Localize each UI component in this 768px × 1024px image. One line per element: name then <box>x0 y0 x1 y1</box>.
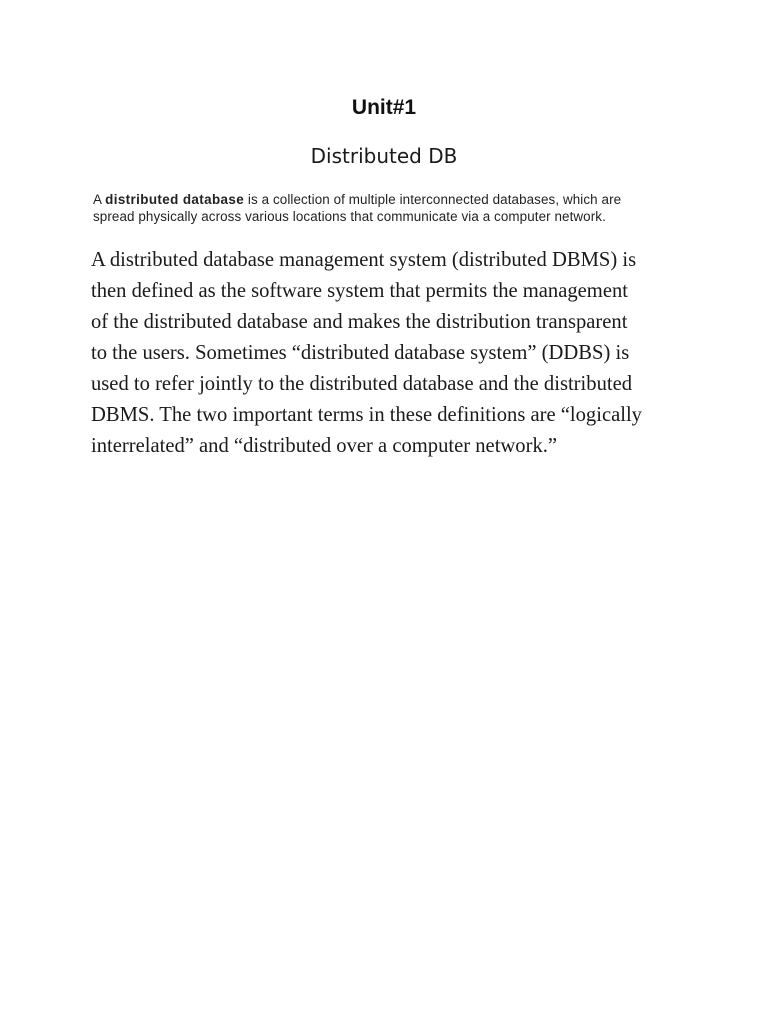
body-paragraph <box>91 245 691 462</box>
body-line: interrelated” and “distributed over a computer network.” <box>91 435 558 457</box>
definition-line2: spread physically across various locations that communicate via a computer network. <box>93 209 606 224</box>
definition-line1-rest: is a collection of multiple interconnected databases, which are <box>244 192 622 207</box>
body-line: then defined as the software system that permits the management <box>91 280 628 302</box>
definition-paragraph <box>93 191 683 225</box>
body-line: DBMS. The two important terms in these definitions are “logically <box>91 404 642 426</box>
body-line: to the users. Sometimes “distributed database system” (DDBS) is <box>91 342 630 364</box>
body-line: of the distributed database and makes the distribution transparent <box>91 311 628 333</box>
body-line: A distributed database management system (distributed DBMS) is <box>91 249 637 271</box>
body-line: used to refer jointly to the distributed database and the distributed <box>91 373 633 395</box>
topic-heading: Distributed DB <box>310 144 458 168</box>
unit-heading: Unit#1 <box>351 96 417 119</box>
definition-prefix: A <box>93 192 106 207</box>
definition-bold-term: distributed database <box>105 192 245 207</box>
